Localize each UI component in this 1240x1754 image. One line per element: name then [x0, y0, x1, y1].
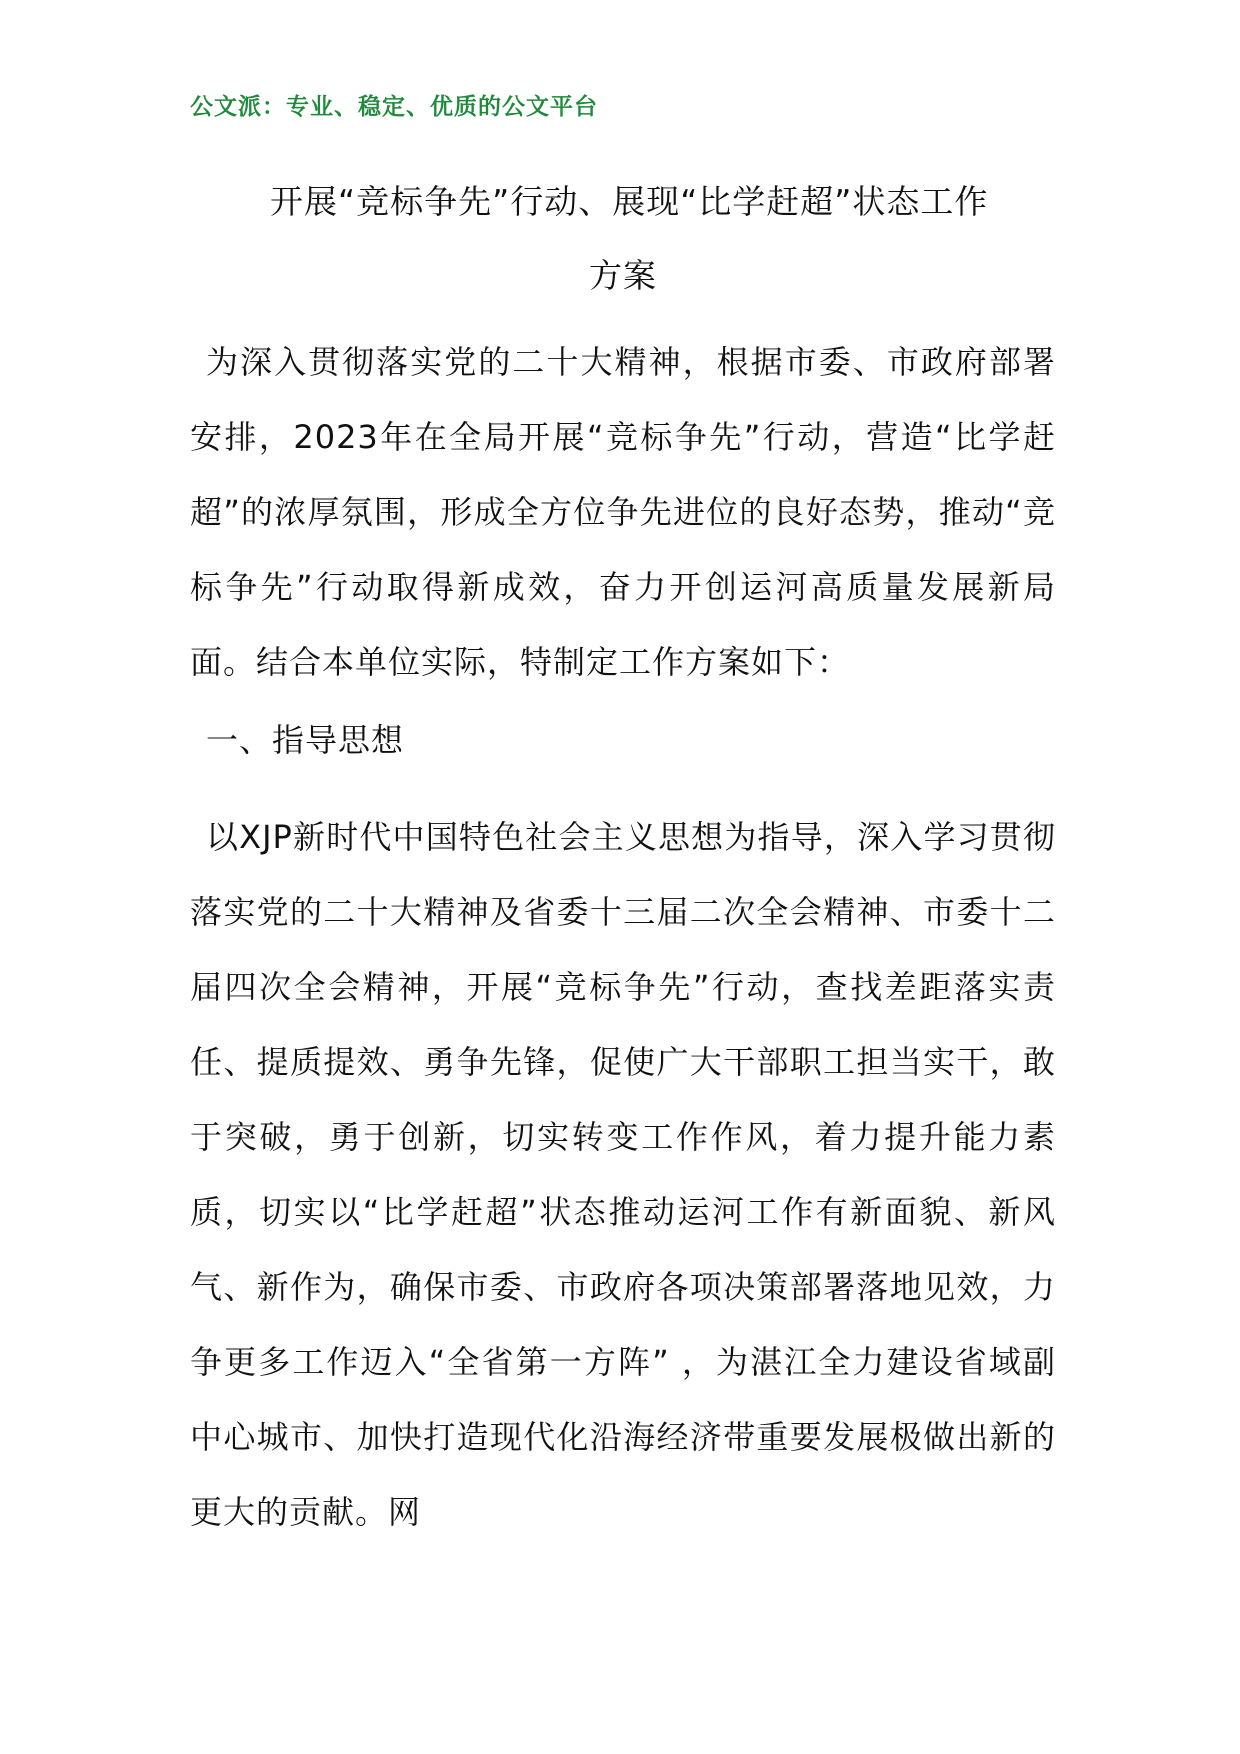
- section-heading-guiding-thought: 一、指导思想: [206, 721, 405, 759]
- intro-paragraph: 为深入贯彻落实党的二十大精神，根据市委、市政府部署安排，2023年在全局开展“竞标争先”行动，营造“比学赶超”的浓厚氛围，形成全方位争先进位的良好态势，推动“竞标争先”行动取得新成效，奋力开创运河高质量发展新局面。结合本单位实际，特制定工作方案如下：: [190, 343, 1056, 681]
- document-title: [190, 165, 1056, 313]
- section-paragraph-guiding-thought: 以XJP新时代中国特色社会主义思想为指导，深入学习贯彻落实党的二十大精神及省委十三届二次全会精神、市委十二届四次全会精神，开展“竞标争先”行动，查找差距落实责任、提质提效、勇争先锋，促使广大干部职工担当实干，敢于突破，勇于创新，切实转变工作作风，着力提升能力素质，切实以“比学赶超”状态推动运河工作有新面貌、新风气、新作为，确保市委、市政府各项决策部署落地见效，力争更多工作迈入“全省第一方阵” ，为湛江全力建设省域副中心城市、加快打造现代化沿海经济带重要发展极做出新的更大的贡献。网: [190, 818, 1056, 1531]
- document-title-line-1: 开展“竞标争先”行动、展现“比学赶超”状态工作: [270, 182, 989, 221]
- brand-header: 公文派：专业、稳定、优质的公文平台: [190, 93, 598, 120]
- document-title-line-2: 方案: [589, 256, 657, 295]
